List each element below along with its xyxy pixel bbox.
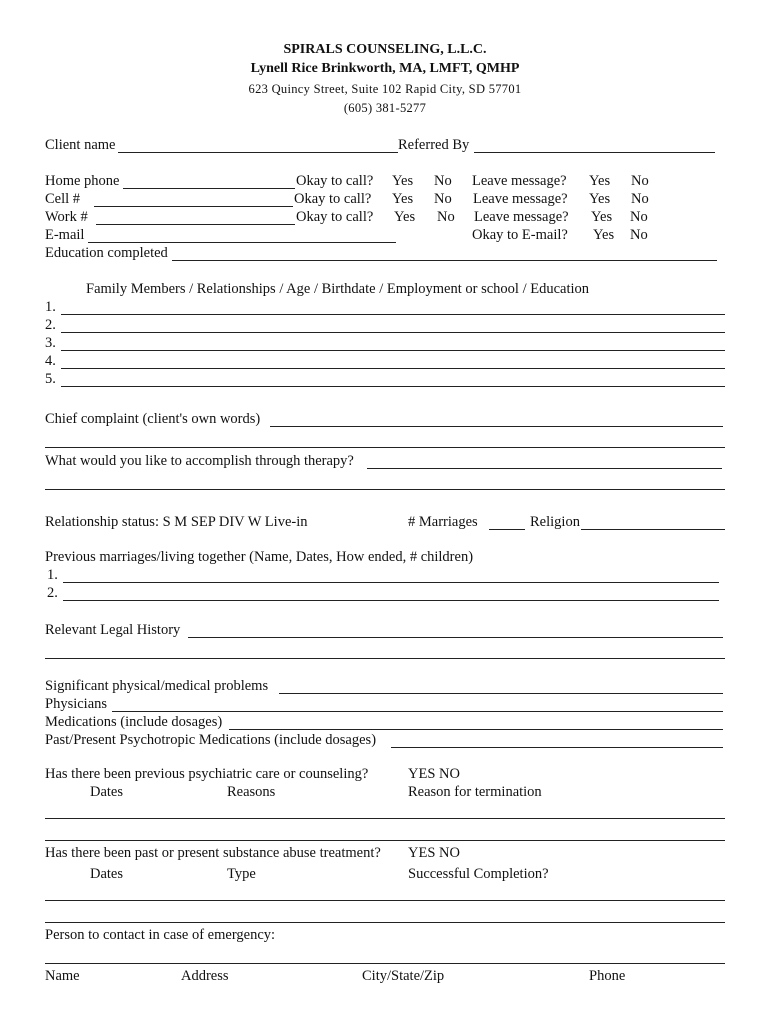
medications-label: Medications (include dosages)	[45, 714, 223, 730]
chief-complaint-label: Chief complaint (client's own words)	[45, 411, 261, 427]
cell-label: Cell #	[45, 191, 81, 207]
successful-completion-label: Successful Completion?	[408, 866, 549, 882]
therapy-goal-field[interactable]	[367, 468, 722, 469]
previous-row-number: 1.	[47, 567, 58, 583]
substance-type-label: Type	[227, 866, 256, 882]
family-row-number: 5.	[45, 371, 56, 387]
legal-history-field[interactable]	[188, 637, 723, 638]
home-message-no[interactable]: No	[631, 173, 649, 189]
counselor-name: Lynell Rice Brinkworth, MA, LMFT, QMHP	[250, 61, 520, 76]
psychiatric-yes-no[interactable]: YES NO	[408, 766, 460, 782]
work-leave-message-label: Leave message?	[474, 209, 569, 225]
referred-by-field[interactable]	[474, 152, 715, 153]
marriages-label: # Marriages	[408, 514, 478, 530]
marriages-field[interactable]	[489, 529, 525, 530]
referred-by-label: Referred By	[398, 137, 470, 153]
education-field[interactable]	[172, 260, 717, 261]
physicians-field[interactable]	[112, 711, 723, 712]
email-yes[interactable]: Yes	[593, 227, 615, 243]
therapy-goal-label: What would you like to accomplish through therapy?	[45, 453, 354, 469]
previous-row-2-field[interactable]	[63, 600, 719, 601]
medications-field[interactable]	[229, 729, 723, 730]
work-message-no[interactable]: No	[630, 209, 648, 225]
company-address: 623 Quincy Street, Suite 102 Rapid City, SD 57701	[248, 82, 522, 96]
family-row-number: 1.	[45, 299, 56, 315]
cell-message-yes[interactable]: Yes	[589, 191, 611, 207]
psychiatric-dates-label: Dates	[90, 784, 124, 800]
emergency-phone-label: Phone	[589, 968, 626, 984]
work-okay-call-label: Okay to call?	[296, 209, 374, 225]
physicians-label: Physicians	[45, 696, 108, 712]
religion-field[interactable]	[581, 529, 725, 530]
religion-label: Religion	[530, 514, 580, 530]
psychotropic-field[interactable]	[391, 747, 723, 748]
psychiatric-field-1[interactable]	[45, 818, 725, 819]
substance-field-1[interactable]	[45, 900, 725, 901]
emergency-address-label: Address	[181, 968, 229, 984]
family-row-number: 2.	[45, 317, 56, 333]
work-message-yes[interactable]: Yes	[591, 209, 613, 225]
email-label: E-mail	[45, 227, 85, 243]
family-row-number: 4.	[45, 353, 56, 369]
family-row-2-field[interactable]	[61, 332, 725, 333]
chief-complaint-field-2[interactable]	[45, 447, 725, 448]
home-phone-label: Home phone	[45, 173, 120, 189]
psychiatric-reasons-label: Reasons	[227, 784, 276, 800]
legal-history-label: Relevant Legal History	[45, 622, 181, 638]
substance-field-2[interactable]	[45, 922, 725, 923]
cell-message-no[interactable]: No	[631, 191, 649, 207]
previous-row-1-field[interactable]	[63, 582, 719, 583]
email-field[interactable]	[88, 242, 396, 243]
chief-complaint-field[interactable]	[270, 426, 723, 427]
home-message-yes[interactable]: Yes	[589, 173, 611, 189]
cell-field[interactable]	[94, 206, 293, 207]
psychiatric-question: Has there been previous psychiatric care or counseling?	[45, 766, 369, 782]
email-no[interactable]: No	[630, 227, 648, 243]
home-call-yes[interactable]: Yes	[392, 173, 414, 189]
psychiatric-field-2[interactable]	[45, 840, 725, 841]
substance-dates-label: Dates	[90, 866, 124, 882]
work-field[interactable]	[96, 224, 295, 225]
relationship-status-label: Relationship status: S M SEP DIV W Live-in	[45, 514, 308, 530]
home-call-no[interactable]: No	[434, 173, 452, 189]
family-header: Family Members / Relationships / Age / Birthdate / Employment or school / Education	[86, 281, 590, 297]
home-leave-message-label: Leave message?	[472, 173, 567, 189]
emergency-contact-field[interactable]	[45, 963, 725, 964]
termination-reason-label: Reason for termination	[408, 784, 542, 800]
previous-marriages-label: Previous marriages/living together (Name, Dates, How ended, # children)	[45, 549, 474, 565]
education-label: Education completed	[45, 245, 168, 261]
home-phone-field[interactable]	[123, 188, 295, 189]
family-row-1-field[interactable]	[61, 314, 725, 315]
legal-history-field-2[interactable]	[45, 658, 725, 659]
family-row-3-field[interactable]	[61, 350, 725, 351]
therapy-goal-field-2[interactable]	[45, 489, 725, 490]
company-name: SPIRALS COUNSELING, L.L.C.	[283, 42, 487, 57]
medical-problems-field[interactable]	[279, 693, 723, 694]
family-row-5-field[interactable]	[61, 386, 725, 387]
okay-email-label: Okay to E-mail?	[472, 227, 568, 243]
family-row-number: 3.	[45, 335, 56, 351]
previous-row-number: 2.	[47, 585, 58, 601]
work-call-yes[interactable]: Yes	[394, 209, 416, 225]
home-okay-call-label: Okay to call?	[296, 173, 374, 189]
medical-problems-label: Significant physical/medical problems	[45, 678, 269, 694]
emergency-city-label: City/State/Zip	[362, 968, 445, 984]
work-call-no[interactable]: No	[437, 209, 455, 225]
emergency-name-label: Name	[45, 968, 80, 984]
company-phone: (605) 381-5277	[343, 101, 427, 115]
cell-okay-call-label: Okay to call?	[294, 191, 372, 207]
substance-question: Has there been past or present substance abuse treatment?	[45, 845, 381, 861]
cell-call-no[interactable]: No	[434, 191, 452, 207]
client-name-field[interactable]	[118, 152, 398, 153]
cell-call-yes[interactable]: Yes	[392, 191, 414, 207]
substance-yes-no[interactable]: YES NO	[408, 845, 460, 861]
work-label: Work #	[45, 209, 88, 225]
family-row-4-field[interactable]	[61, 368, 725, 369]
cell-leave-message-label: Leave message?	[473, 191, 568, 207]
client-name-label: Client name	[45, 137, 116, 153]
psychotropic-label: Past/Present Psychotropic Medications (include dosages)	[45, 732, 377, 748]
emergency-contact-label: Person to contact in case of emergency:	[45, 927, 276, 943]
